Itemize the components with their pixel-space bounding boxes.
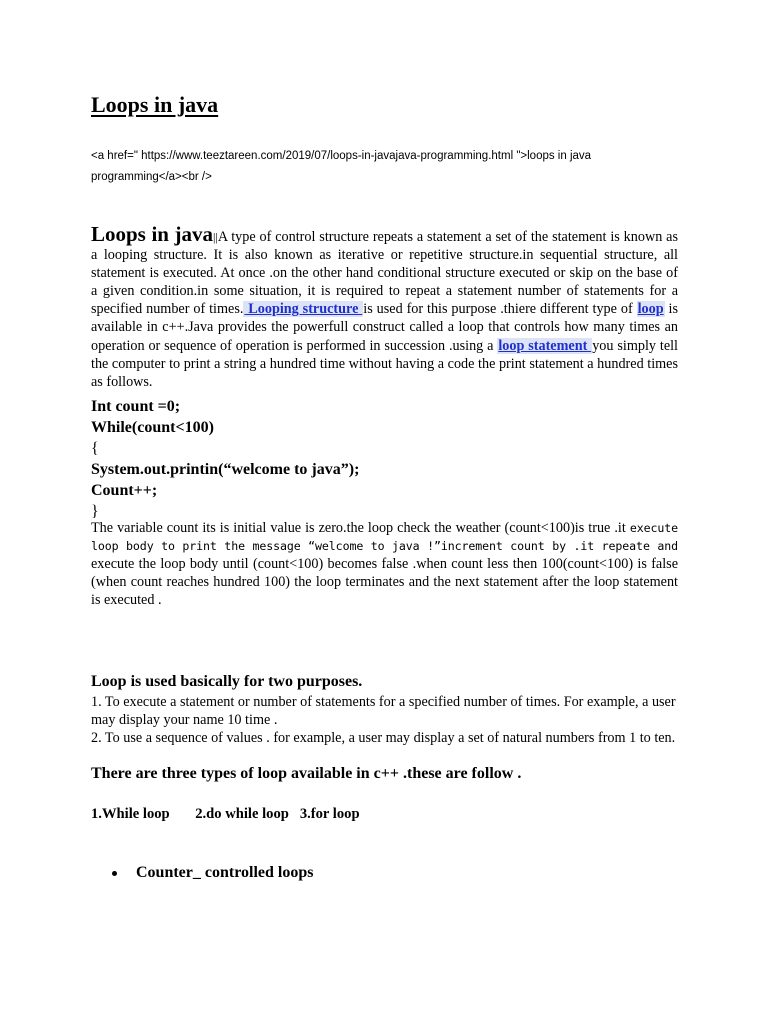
explanation-paragraph	[91, 519, 678, 609]
purpose-list	[91, 693, 681, 747]
bullet-text: Counter_ controlled loops	[136, 864, 314, 881]
explanation-text-2: execute the loop body until (count<100) becomes false .when count less then 100(count<100) is false (when count reaches hundred 100) the loop terminates and the next statement after the loop statement is executed .	[91, 556, 678, 609]
loop-type: 2.do while loop	[195, 806, 289, 822]
anchor-code-snippet: <a href=" https://www.teeztareen.com/2019/07/loops-in-javajava-programming.html ">loops in java programming</a><br />	[91, 150, 592, 183]
loop-statement-link[interactable]: loop statement	[498, 337, 592, 354]
intro-separator: ||	[213, 230, 218, 244]
code-line: While(count<100)	[91, 419, 214, 436]
list-item: 1. To execute a statement or number of statements for a specified number of times. For example, a user may display your name 10 time .	[91, 694, 676, 729]
loop-type: 1.While loop	[91, 806, 170, 822]
purpose-heading: Loop is used basically for two purposes.	[91, 673, 363, 690]
intro-text-3: is available in c++.Java provides the powerfull construct called a loop that controls how many times an operation or sequence of operation is performed in succession .using a	[91, 301, 678, 354]
explanation-mono-line: execute loop body to print the message “welcome to java !”increment count by .it repeate and	[91, 521, 678, 554]
loop-link[interactable]: loop	[637, 301, 664, 318]
code-line: Count++;	[91, 482, 158, 499]
loop-type: 3.for loop	[299, 806, 360, 822]
code-line: {	[91, 440, 99, 457]
intro-paragraph	[91, 222, 678, 391]
bullet-item	[112, 864, 313, 882]
page-title: Loops in java	[91, 92, 219, 117]
list-item: 2. To use a sequence of values . for example, a user may display a set of natural numbers from 1 to ten.	[91, 730, 676, 747]
loop-types-line	[91, 806, 360, 823]
loop-types-heading: There are three types of loop available in c++ .these are follow .	[91, 765, 522, 782]
code-line: }	[91, 503, 99, 520]
intro-lead: Loops in java	[91, 222, 214, 246]
bullet-icon	[112, 871, 117, 876]
code-block	[91, 396, 359, 522]
intro-text-4: you simply tell the computer to print a string a hundred time without having a code the print statement a hundred times as follows.	[91, 337, 678, 390]
intro-text-1: A type of control structure repeats a statement a set of the statement is known as a looping structure. It is also known as iterative or repetitive structure.in sequential structure, all statement is executed. At once .on the other hand conditional structure executed or skip on the base of a given condition.in some situation, it is required to repeat a statement number of statements for a specified number of times.	[91, 229, 678, 318]
looping-structure-link[interactable]: Looping structure	[244, 301, 363, 318]
intro-text-2: is used for this purpose .thiere different type of	[363, 301, 637, 318]
code-line: Int count =0;	[91, 398, 181, 415]
code-line: System.out.printin(“welcome to java”);	[91, 461, 360, 478]
explanation-text-1: The variable count its is initial value is zero.the loop check the weather (count<100)is true .it	[91, 520, 630, 536]
